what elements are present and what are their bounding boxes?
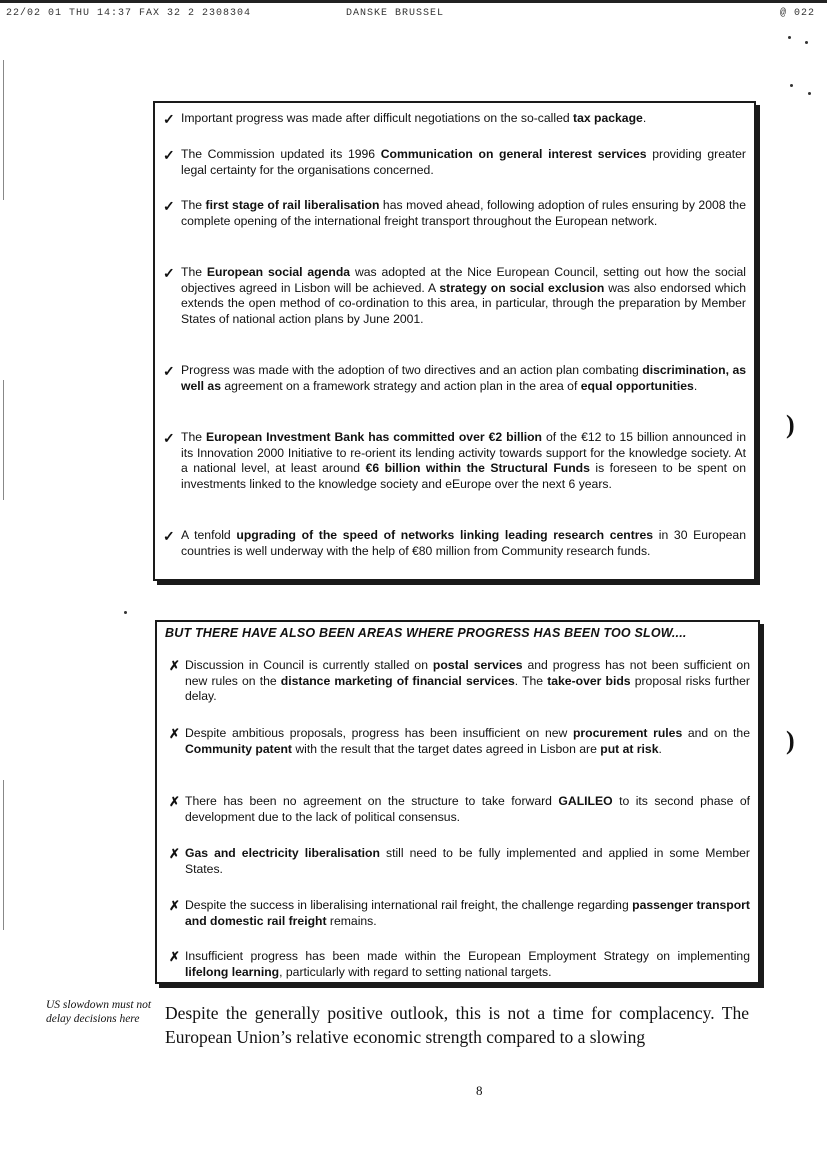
margin-scan-line	[3, 60, 4, 200]
slow-item-text: There has been no agreement on the structure to take forward GALILEO to its second phase of development due to the lack of political consensus.	[185, 794, 751, 824]
slow-item	[165, 949, 750, 980]
bold-emphasis: lifelong learning	[185, 964, 280, 979]
checkmark-icon: ✓	[163, 430, 175, 446]
page-number: 8	[476, 1083, 483, 1098]
bold-emphasis: GALILEO	[558, 794, 613, 808]
bold-emphasis: put at risk	[600, 741, 659, 756]
progress-item	[163, 363, 746, 394]
progress-item	[163, 430, 746, 492]
slow-item-text: Insufficient progress has been made within the European Employment Strategy on implementing lifelong learning, particularly with regard to setting national targets.	[185, 949, 750, 979]
progress-item-text: The European Investment Bank has committed over €2 billion of the €12 to 15 billion announced in its Innovation 2000 Initiative to re-orient its lending activity towards support for the knowledge society. At a national level, at least around €6 billion within the Structural Funds is foreseen to be spent on investments linked to the knowledge society and eEurope over the next 6 years.	[181, 430, 746, 491]
progress-item	[163, 111, 746, 127]
cross-icon: ✗	[169, 846, 180, 861]
progress-item-text: Important progress was made after difficult negotiations on the so-called tax package.	[181, 111, 647, 125]
slow-progress-box	[155, 620, 760, 984]
body-paragraph: Despite the generally positive outlook, this is not a time for complacency. The European Union’s relative economic strength compared to a slowing	[165, 1003, 749, 1047]
bold-emphasis: Communication on general interest services	[380, 147, 647, 161]
slow-item-text: Despite ambitious proposals, progress has been insufficient on new procurement rules and on the Community patent with the result that the target dates agreed in Lisbon are put at risk.	[185, 726, 750, 756]
bold-emphasis: European social agenda	[206, 265, 351, 279]
margin-bracket-mark: )	[786, 410, 795, 439]
margin-scan-line	[3, 780, 4, 930]
scan-speck	[805, 41, 808, 44]
bold-emphasis: first stage of rail liberalisation	[205, 198, 380, 212]
bold-emphasis: €6 billion within the Structural Funds	[365, 461, 590, 475]
progress-item-text: Progress was made with the adoption of two directives and an action plan combating discrimination, as well as agreement on a framework strategy and action plan in the area of equal opportunities.	[181, 363, 746, 393]
bold-emphasis: tax package	[573, 111, 643, 125]
bold-emphasis: strategy on social exclusion	[439, 280, 605, 295]
checkmark-icon: ✓	[163, 265, 175, 281]
fax-header-page: @ 022	[779, 8, 815, 19]
bold-emphasis: European Investment Bank has committed over €2 billion	[205, 430, 543, 444]
slow-item	[165, 846, 750, 877]
slow-progress-title: BUT THERE HAVE ALSO BEEN AREAS WHERE PROGRESS HAS BEEN TOO SLOW....	[165, 626, 687, 640]
checkmark-icon: ✓	[163, 147, 175, 163]
cross-icon: ✗	[169, 726, 180, 741]
slow-item	[165, 658, 750, 705]
checkmark-icon: ✓	[163, 528, 175, 544]
checkmark-icon: ✓	[163, 198, 175, 214]
checkmark-icon: ✓	[163, 111, 175, 127]
progress-item	[163, 198, 746, 229]
scan-speck	[788, 36, 791, 39]
bold-emphasis: Gas and electricity liberalisation	[185, 846, 380, 860]
bold-emphasis: distance marketing of financial services	[280, 673, 515, 688]
margin-note: US slowdown must not delay decisions here	[46, 999, 152, 1025]
progress-item-text: The first stage of rail liberalisation has moved ahead, following adoption of rules ensuring by 2008 the complete opening of the international freight transport throughout the European network.	[181, 198, 746, 228]
bold-emphasis: passenger transport and domestic rail freight	[185, 898, 750, 928]
checkmark-icon: ✓	[163, 363, 175, 379]
scan-speck	[124, 611, 127, 614]
slow-item	[165, 794, 750, 825]
bold-emphasis: postal services	[432, 658, 523, 672]
bold-emphasis: discrimination, as well as	[181, 363, 746, 393]
bold-emphasis: Community patent	[185, 741, 292, 756]
cross-icon: ✗	[169, 794, 180, 809]
slow-item	[165, 726, 750, 757]
bold-emphasis: take-over bids	[547, 673, 631, 688]
margin-bracket-mark: )	[786, 726, 795, 755]
progress-item-text: The Commission updated its 1996 Communication on general interest services providing greater legal certainty for the organisations concerned.	[181, 147, 746, 177]
cross-icon: ✗	[169, 949, 180, 964]
slow-item-text: Gas and electricity liberalisation still need to be fully implemented and applied in some Member States.	[185, 846, 750, 876]
fax-top-rule	[0, 0, 827, 3]
scan-speck	[790, 84, 793, 87]
scan-speck	[808, 92, 811, 95]
fax-header-sender: DANSKE BRUSSEL	[346, 8, 445, 19]
progress-item-text: The European social agenda was adopted at the Nice European Council, setting out how the social objectives agreed in Lisbon will be achieved. A strategy on social exclusion was also endorsed which extends the open method of co-ordination to this area, in particular, through the preparation by Member States of national action plans by June 2001.	[181, 265, 747, 326]
progress-item-text: A tenfold upgrading of the speed of networks linking leading research centres in 30 European countries is well underway with the help of €80 million from Community research funds.	[181, 528, 746, 558]
cross-icon: ✗	[169, 898, 180, 913]
slow-item	[165, 898, 750, 929]
progress-box	[153, 101, 756, 581]
bold-emphasis: upgrading of the speed of networks linking leading research centres	[236, 528, 654, 542]
bold-emphasis: procurement rules	[572, 726, 683, 740]
margin-scan-line	[3, 380, 4, 500]
cross-icon: ✗	[169, 658, 180, 673]
fax-header-left: 22/02 01 THU 14:37 FAX 32 2 2308304	[6, 8, 252, 19]
progress-item	[163, 147, 746, 178]
slow-item-text: Despite the success in liberalising international rail freight, the challenge regarding passenger transport and domestic rail freight remains.	[185, 898, 750, 928]
bold-emphasis: equal opportunities	[580, 378, 694, 393]
progress-item	[163, 265, 746, 327]
slow-item-text: Discussion in Council is currently stalled on postal services and progress has not been sufficient on new rules on the distance marketing of financial services. The take-over bids proposal risks further delay.	[185, 658, 750, 703]
progress-item	[163, 528, 746, 559]
